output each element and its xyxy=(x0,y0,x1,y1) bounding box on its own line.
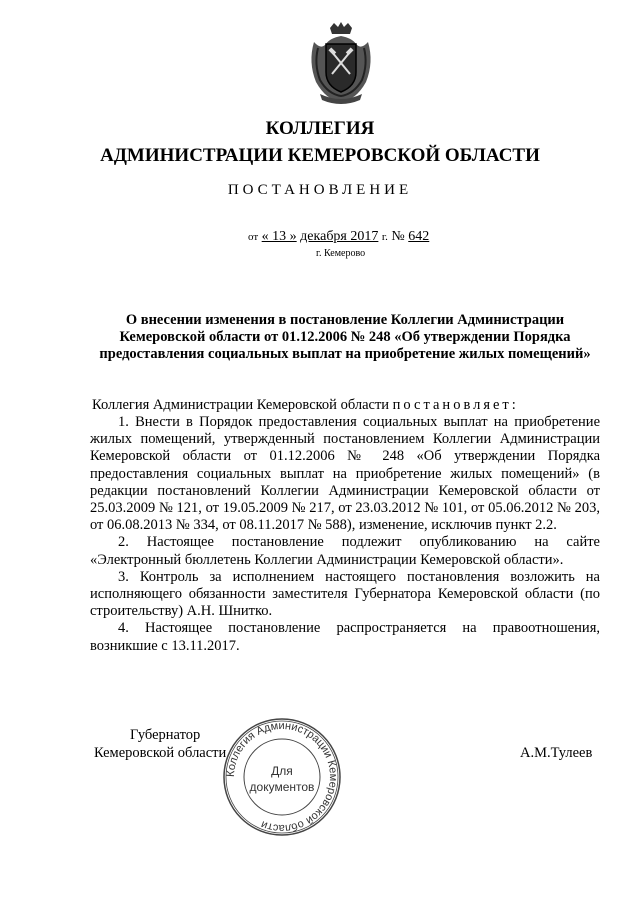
document-title: О внесении изменения в постановление Коллегии Администрации Кемеровской области от 01.12.2006 № 248 «Об утверждении Порядка предоставления социальных выплат на приобретение жилых помещений» xyxy=(99,312,591,362)
date-number-line xyxy=(248,229,429,245)
document-type: ПОСТАНОВЛЕНИЕ xyxy=(227,182,413,198)
coat-of-arms-icon xyxy=(306,22,376,104)
city: г. Кемерово xyxy=(316,248,366,259)
signer-name: А.М.Тулеев xyxy=(520,745,593,761)
paragraph-2: 2. Настоящее постановление подлежит опубликованию на сайте «Электронный бюллетень Коллегии Администрации Кемеровской области». xyxy=(90,534,600,568)
lead-sentence xyxy=(92,397,602,414)
organization-line-2: АДМИНИСТРАЦИИ КЕМЕРОВСКОЙ ОБЛАСТИ xyxy=(100,145,540,166)
paragraph-3: 3. Контроль за исполнением настоящего постановления возложить на исполняющего обязанности заместителя Губернатора Кемеровской области (по строительству) А.Н. Шнитко. xyxy=(90,568,600,620)
document-number: 642 xyxy=(408,229,430,244)
lead-resolves: постановляет: xyxy=(392,397,519,413)
date-month-year: декабря 2017 xyxy=(300,229,379,244)
date-year-suffix: г. xyxy=(381,231,388,243)
stamp-center-line-2: документов xyxy=(249,780,315,794)
stamp-ring-text: Коллегия Администрации Кемеровской области xyxy=(224,719,340,835)
paragraph-4: 4. Настоящее постановление распространяется на правоотношения, возникшие с 13.11.2017. xyxy=(90,620,600,654)
signer-position-line-1: Губернатор xyxy=(130,727,201,743)
date-day: « 13 » xyxy=(261,229,297,244)
document-body xyxy=(90,414,600,655)
organization-line-1: КОЛЛЕГИЯ xyxy=(265,118,375,139)
stamp-center-line-1: Для xyxy=(271,764,293,778)
number-label: № xyxy=(391,229,405,244)
official-stamp xyxy=(220,715,344,839)
signer-position-line-2: Кемеровской области xyxy=(94,745,227,761)
date-prefix: от xyxy=(248,231,259,243)
lead-text: Коллегия Администрации Кемеровской области xyxy=(92,397,390,413)
paragraph-1: 1. Внести в Порядок предоставления социальных выплат на приобретение жилых помещений, утвержденный постановлением Коллегии Администрации Кемеровской области от 01.12.2006 № 248 «Об утверждении Порядка предоставления социальных выплат на приобретение жилых помещений» (в редакции постановлений Коллегии Администрации Кемеровской области от 25.03.2009 № 121, от 19.05.2009 № 217, от 23.03.2012 № 101, от 05.06.2012 № 203, от 06.08.2013 № 334, от 08.11.2017 № 588), изменение, исключив пункт 2.2. xyxy=(90,414,600,534)
